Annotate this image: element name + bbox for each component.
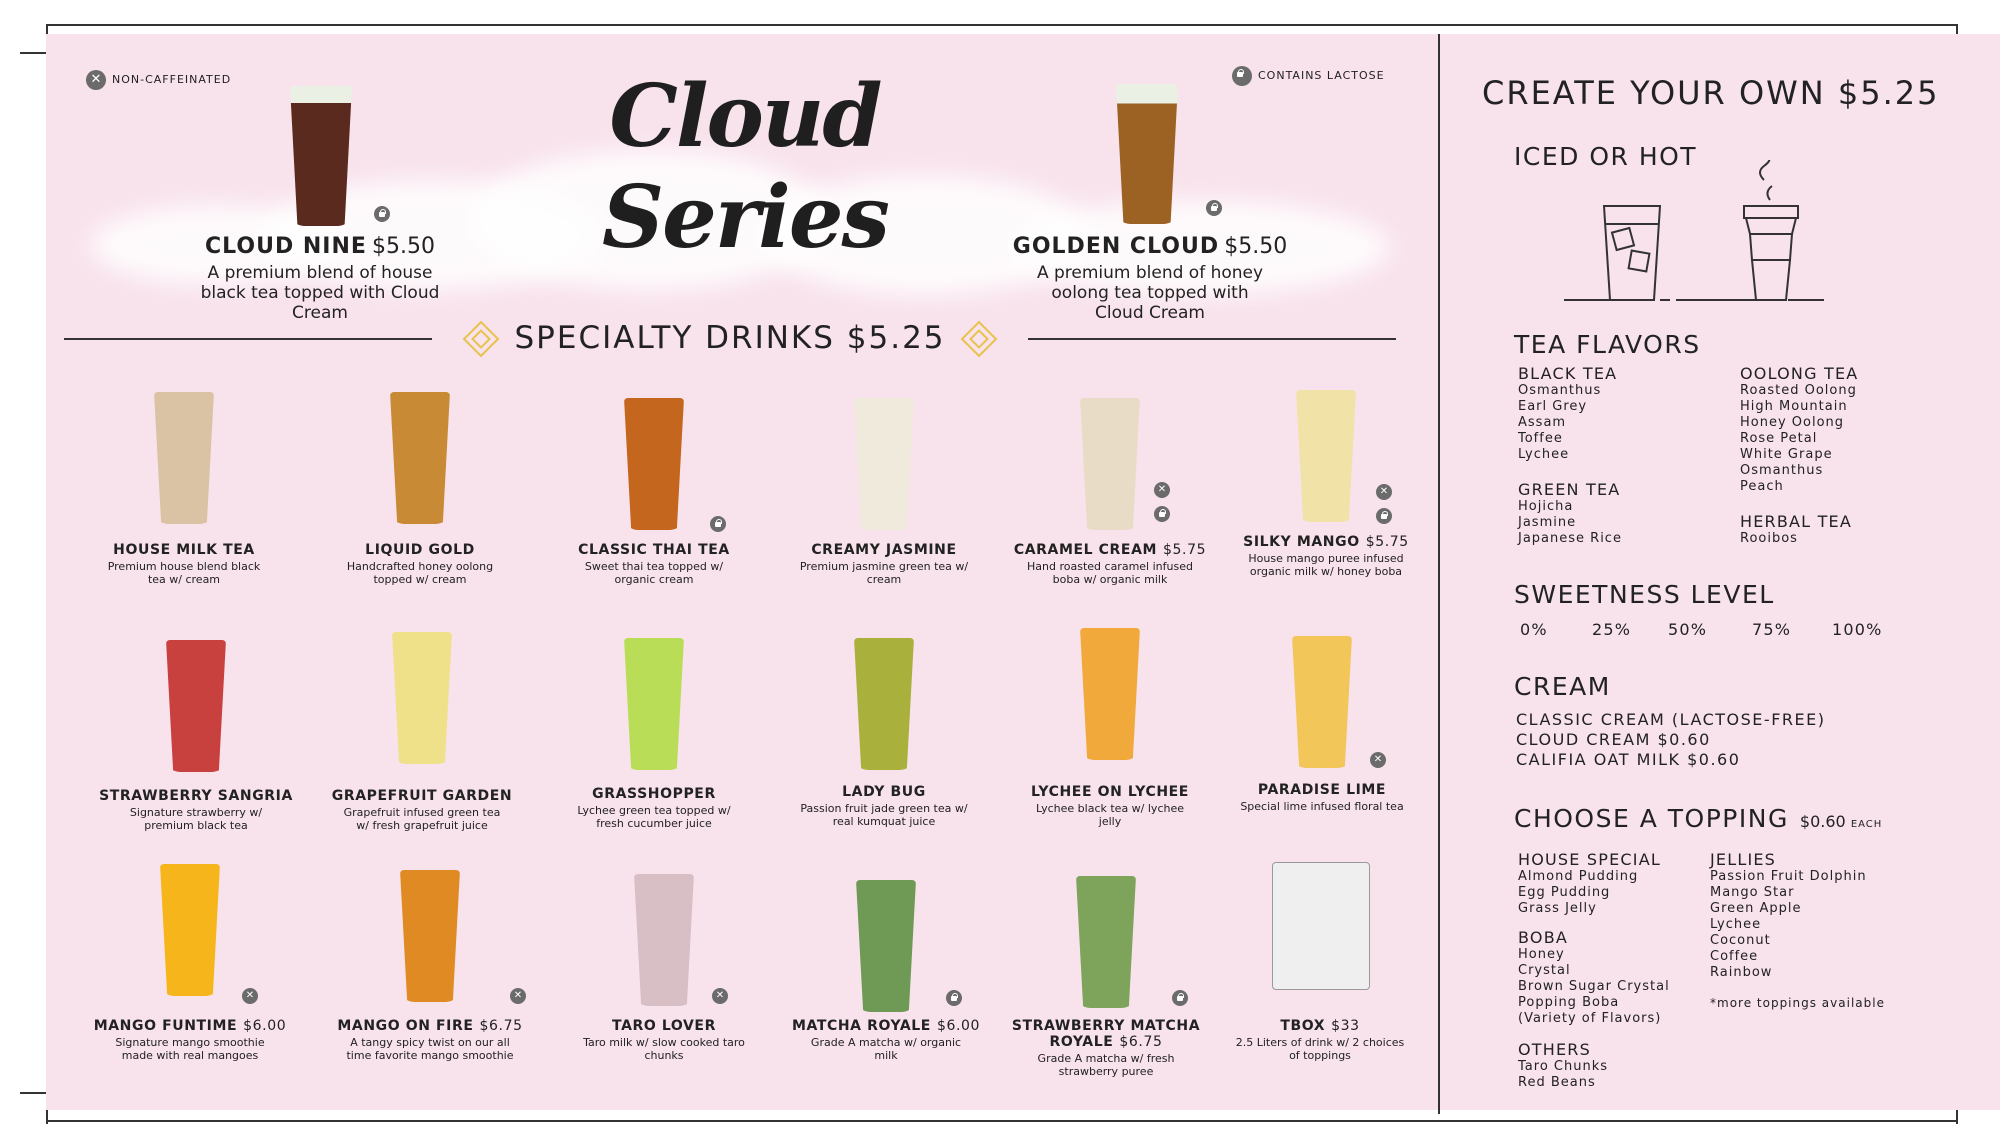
- list-item: Assam: [1518, 415, 1567, 430]
- drink-name-line: [554, 542, 754, 558]
- sweetness-50: 50%: [1668, 620, 1708, 639]
- drink-description: Taro milk w/ slow cooked taro chunks: [583, 1036, 745, 1062]
- drink-price: $5.75: [1163, 542, 1207, 558]
- tea-flavors-title: TEA FLAVORS: [1514, 330, 1701, 359]
- sweetness-75: 75%: [1752, 620, 1792, 639]
- drink-name: TBOX: [1280, 1018, 1326, 1034]
- drink-name: STRAWBERRY SANGRIA: [99, 788, 293, 804]
- liquid-gold-drink-image: [390, 392, 450, 524]
- golden-cloud-name: GOLDEN CLOUD: [1012, 234, 1220, 259]
- topping-heading: [1514, 804, 1882, 833]
- drink-description: Special lime infused floral tea: [1240, 800, 1404, 813]
- specialty-drink-item: [564, 1018, 764, 1062]
- matcha-royale-drink-image: [856, 880, 916, 1012]
- drink-description: A tangy spicy twist on our all time favorite mango smoothie: [346, 1036, 514, 1062]
- drink-name-line: [320, 542, 520, 558]
- drink-name-line: [1010, 784, 1210, 800]
- drink-name-line: [84, 542, 284, 558]
- drink-name: CARAMEL CREAM: [1013, 542, 1158, 558]
- non-caffeinated-icon: ✕: [712, 988, 728, 1004]
- creamy-jasmine-drink-image: [854, 398, 914, 530]
- drink-description: Signature strawberry w/ premium black tea: [129, 806, 263, 832]
- section-rule: [1028, 338, 1396, 340]
- grasshopper-drink-image: [624, 638, 684, 770]
- cloud-nine-desc: A premium blend of house black tea topped with Cloud Cream: [200, 263, 440, 323]
- list-item: (Variety of Flavors): [1518, 1011, 1662, 1026]
- cream-option: CLOUD CREAM $0.60: [1516, 730, 1711, 749]
- frame-top-line: [46, 24, 1958, 26]
- house-special-title: HOUSE SPECIAL: [1518, 850, 1661, 869]
- specialty-drink-item: [786, 1018, 986, 1062]
- list-item: Honey: [1518, 947, 1565, 962]
- lactose-icon: [1376, 508, 1392, 524]
- lactose-icon: [1172, 990, 1188, 1006]
- vertical-divider: [1438, 34, 1440, 1114]
- sweetness-100: 100%: [1832, 620, 1883, 639]
- drink-name: LADY BUG: [842, 784, 926, 800]
- drink-price: $5.75: [1365, 534, 1409, 550]
- lychee-on-lychee-drink-image: [1080, 628, 1140, 760]
- frame-bottom-line: [46, 1120, 1958, 1122]
- lady-bug-drink-image: [854, 638, 914, 770]
- cream-option: CALIFIA OAT MILK $0.60: [1516, 750, 1741, 769]
- list-item: Peach: [1740, 479, 1784, 494]
- lactose-icon: [710, 516, 726, 532]
- lactose-icon: [374, 206, 390, 222]
- drink-name: MANGO ON FIRE: [337, 1018, 474, 1034]
- specialty-drink-item: [554, 786, 754, 830]
- cream-option: CLASSIC CREAM (LACTOSE-FREE): [1516, 710, 1826, 729]
- list-item: Brown Sugar Crystal: [1518, 979, 1670, 994]
- green-tea-title: GREEN TEA: [1518, 480, 1621, 499]
- specialty-drink-item: [554, 542, 754, 586]
- drink-name-line: [1220, 1018, 1420, 1034]
- black-tea-group: [1518, 364, 1617, 463]
- list-item: Honey Oolong: [1740, 415, 1845, 430]
- drink-name-line: [96, 788, 296, 804]
- drink-name-line: [1006, 1018, 1206, 1050]
- contains-lactose-label: CONTAINS LACTOSE: [1258, 69, 1385, 82]
- drink-description: Grade A matcha w/ organic milk: [810, 1036, 962, 1062]
- list-item: White Grape: [1740, 447, 1833, 462]
- specialty-drink-item: [784, 542, 984, 586]
- specialty-drink-item: [1006, 1018, 1206, 1078]
- drink-name: LYCHEE ON LYCHEE: [1031, 784, 1189, 800]
- golden-cloud-price: $5.50: [1224, 234, 1288, 259]
- sweetness-title: SWEETNESS LEVEL: [1514, 580, 1775, 609]
- drink-description: Premium house blend black tea w/ cream: [107, 560, 261, 586]
- drink-description: Premium jasmine green tea w/ cream: [799, 560, 969, 586]
- list-item: Lychee: [1710, 917, 1762, 932]
- drink-name: HOUSE MILK TEA: [113, 542, 255, 558]
- list-item: Osmanthus: [1518, 383, 1602, 398]
- paradise-lime-drink-image: [1292, 636, 1352, 768]
- drink-name-line: [784, 784, 984, 800]
- specialty-title: SPECIALTY DRINKS $5.25: [514, 320, 946, 356]
- list-item: Rainbow: [1710, 965, 1773, 980]
- create-title: CREATE YOUR OWN $5.25: [1482, 74, 1940, 112]
- specialty-drink-item: [1226, 534, 1426, 578]
- drink-name-line: [330, 1018, 530, 1034]
- caramel-cream-drink-image: [1080, 398, 1140, 530]
- drink-name-line: [784, 542, 984, 558]
- drink-description: 2.5 Liters of drink w/ 2 choices of toppings: [1235, 1036, 1405, 1062]
- page-title: Cloud Series: [602, 66, 888, 268]
- drink-name: GRAPEFRUIT GARDEN: [331, 788, 513, 804]
- boba-title: BOBA: [1518, 928, 1569, 947]
- list-item: Coconut: [1710, 933, 1771, 948]
- specialty-drink-item: [320, 542, 520, 586]
- house-special-group: [1518, 850, 1661, 917]
- list-item: Mango Star: [1710, 885, 1795, 900]
- contains-lactose-icon: [1232, 66, 1252, 86]
- non-caffeinated-label: NON-CAFFEINATED: [112, 73, 232, 86]
- non-caffeinated-icon: ✕: [510, 988, 526, 1004]
- drink-name-line: [1222, 782, 1422, 798]
- sweetness-25: 25%: [1592, 620, 1632, 639]
- golden-cloud-drink-image: [1116, 84, 1178, 224]
- drink-name: TARO LOVER: [612, 1018, 716, 1034]
- cream-list: [1516, 710, 1825, 770]
- drink-name: PARADISE LIME: [1257, 782, 1387, 798]
- green-tea-group: [1518, 480, 1622, 547]
- more-toppings-note: *more toppings available: [1710, 996, 1885, 1010]
- list-item: Rose Petal: [1740, 431, 1818, 446]
- herbal-tea-group: [1740, 512, 1852, 547]
- drink-description: Handcrafted honey oolong topped w/ cream: [346, 560, 494, 586]
- list-item: Hojicha: [1518, 499, 1574, 514]
- sweetness-0: 0%: [1520, 620, 1548, 639]
- drink-name-line: [322, 788, 522, 804]
- drink-description: Lychee green tea topped w/ fresh cucumber juice: [577, 804, 731, 830]
- list-item: Toffee: [1518, 431, 1563, 446]
- list-item: Crystal: [1518, 963, 1571, 978]
- mango-on-fire-drink-image: [400, 870, 460, 1002]
- drink-description: Sweet thai tea topped w/ organic cream: [584, 560, 724, 586]
- specialty-drink-item: [84, 542, 284, 586]
- drink-price: $6.75: [1119, 1034, 1163, 1050]
- list-item: Almond Pudding: [1518, 869, 1639, 884]
- list-item: Egg Pudding: [1518, 885, 1611, 900]
- drink-description: Signature mango smoothie made with real mangoes: [115, 1036, 265, 1062]
- golden-cloud-item: [1010, 234, 1290, 323]
- cloud-nine-item: [180, 234, 460, 323]
- list-item: Grass Jelly: [1518, 901, 1597, 916]
- drink-name: MANGO FUNTIME: [93, 1018, 238, 1034]
- mango-funtime-drink-image: [160, 864, 220, 996]
- iced-cup-icon: [1564, 206, 1824, 300]
- drink-price: $6.00: [243, 1018, 287, 1034]
- specialty-drink-item: [96, 788, 296, 832]
- strawberry-matcha-royale-drink-image: [1076, 876, 1136, 1008]
- list-item: Earl Grey: [1518, 399, 1588, 414]
- specialty-drink-item: [1010, 784, 1210, 828]
- house-milk-tea-drink-image: [154, 392, 214, 524]
- strawberry-sangria-drink-image: [166, 640, 226, 772]
- non-caffeinated-icon: ✕: [86, 70, 106, 90]
- topping-each: EACH: [1850, 819, 1883, 830]
- hot-cup-icon: [1744, 160, 1798, 300]
- list-item: Lychee: [1518, 447, 1570, 462]
- list-item: Roasted Oolong: [1740, 383, 1857, 398]
- specialty-drink-item: [90, 1018, 290, 1062]
- lactose-icon: [946, 990, 962, 1006]
- drink-name: CREAMY JASMINE: [811, 542, 957, 558]
- specialty-drink-item: [784, 784, 984, 828]
- drink-name: STRAWBERRY MATCHA ROYALE: [1011, 1018, 1201, 1050]
- drink-description: House mango puree infused organic milk w/ honey boba: [1248, 552, 1404, 578]
- others-title: OTHERS: [1518, 1040, 1591, 1059]
- oolong-tea-title: OOLONG TEA: [1740, 364, 1859, 383]
- lactose-icon: [1154, 506, 1170, 522]
- drink-name-line: [1010, 542, 1210, 558]
- cloud-nine-name: CLOUD NINE: [205, 234, 367, 259]
- drink-name: CLASSIC THAI TEA: [578, 542, 730, 558]
- drink-name-line: [786, 1018, 986, 1034]
- topping-title: CHOOSE A TOPPING: [1514, 804, 1789, 833]
- drink-name-line: [90, 1018, 290, 1034]
- specialty-drink-item: [1222, 782, 1422, 813]
- non-caffeinated-icon: ✕: [242, 988, 258, 1004]
- drink-name: GRASSHOPPER: [592, 786, 716, 802]
- taro-lover-drink-image: [634, 874, 694, 1006]
- drink-description: Grapefruit infused green tea w/ fresh grapefruit juice: [343, 806, 501, 832]
- cloud-nine-drink-image: [290, 86, 352, 226]
- list-item: Rooibos: [1740, 531, 1798, 546]
- drink-description: Lychee black tea w/ lychee jelly: [1035, 802, 1184, 828]
- list-item: Green Apple: [1710, 901, 1802, 916]
- list-item: Jasmine: [1518, 515, 1577, 530]
- oolong-tea-group: [1740, 364, 1858, 495]
- drink-description: Passion fruit jade green tea w/ real kumquat juice: [800, 802, 968, 828]
- golden-cloud-desc: A premium blend of honey oolong tea topped with Cloud Cream: [1036, 263, 1264, 323]
- drink-price: $6.75: [479, 1018, 523, 1034]
- list-item: Coffee: [1710, 949, 1759, 964]
- drink-price: $6.00: [936, 1018, 981, 1034]
- list-item: High Mountain: [1740, 399, 1848, 414]
- others-group: [1518, 1040, 1608, 1091]
- drink-name: LIQUID GOLD: [365, 542, 475, 558]
- topping-price: $0.60: [1799, 812, 1846, 831]
- drink-name: SILKY MANGO: [1243, 534, 1360, 550]
- list-item: Japanese Rice: [1518, 531, 1622, 546]
- list-item: Popping Boba: [1518, 995, 1620, 1010]
- boba-group: [1518, 928, 1670, 1027]
- specialty-drink-item: [330, 1018, 530, 1062]
- drink-description: Grade A matcha w/ fresh strawberry puree: [1037, 1052, 1175, 1078]
- drink-name-line: [1226, 534, 1426, 550]
- jellies-title: JELLIES: [1710, 850, 1777, 869]
- list-item: Passion Fruit Dolphin: [1710, 869, 1867, 884]
- iced-or-hot-label: ICED OR HOT: [1514, 142, 1698, 171]
- specialty-drink-item: [322, 788, 522, 832]
- drink-description: Hand roasted caramel infused boba w/ organic milk: [1027, 560, 1193, 586]
- specialty-drink-item: [1220, 1018, 1420, 1062]
- grapefruit-garden-drink-image: [392, 632, 452, 764]
- jellies-group: [1710, 850, 1885, 1011]
- classic-thai-tea-drink-image: [624, 398, 684, 530]
- non-caffeinated-icon: ✕: [1370, 752, 1386, 768]
- black-tea-title: BLACK TEA: [1518, 364, 1618, 383]
- list-item: Red Beans: [1518, 1075, 1596, 1090]
- list-item: Osmanthus: [1740, 463, 1824, 478]
- drink-name-line: [554, 786, 754, 802]
- silky-mango-drink-image: [1296, 390, 1356, 522]
- non-caffeinated-icon: ✕: [1154, 482, 1170, 498]
- herbal-tea-title: HERBAL TEA: [1740, 512, 1853, 531]
- list-item: Taro Chunks: [1518, 1059, 1608, 1074]
- tbox-drink-image: [1272, 862, 1370, 990]
- non-caffeinated-icon: ✕: [1376, 484, 1392, 500]
- section-rule: [64, 338, 432, 340]
- drink-name-line: [564, 1018, 764, 1034]
- drink-name: MATCHA ROYALE: [791, 1018, 931, 1034]
- lactose-icon: [1206, 200, 1222, 216]
- cloud-nine-price: $5.50: [372, 234, 435, 259]
- iced-hot-icons: [1564, 160, 1844, 306]
- specialty-drink-item: [1010, 542, 1210, 586]
- cream-title: CREAM: [1514, 672, 1611, 701]
- drink-price: $33: [1331, 1018, 1360, 1034]
